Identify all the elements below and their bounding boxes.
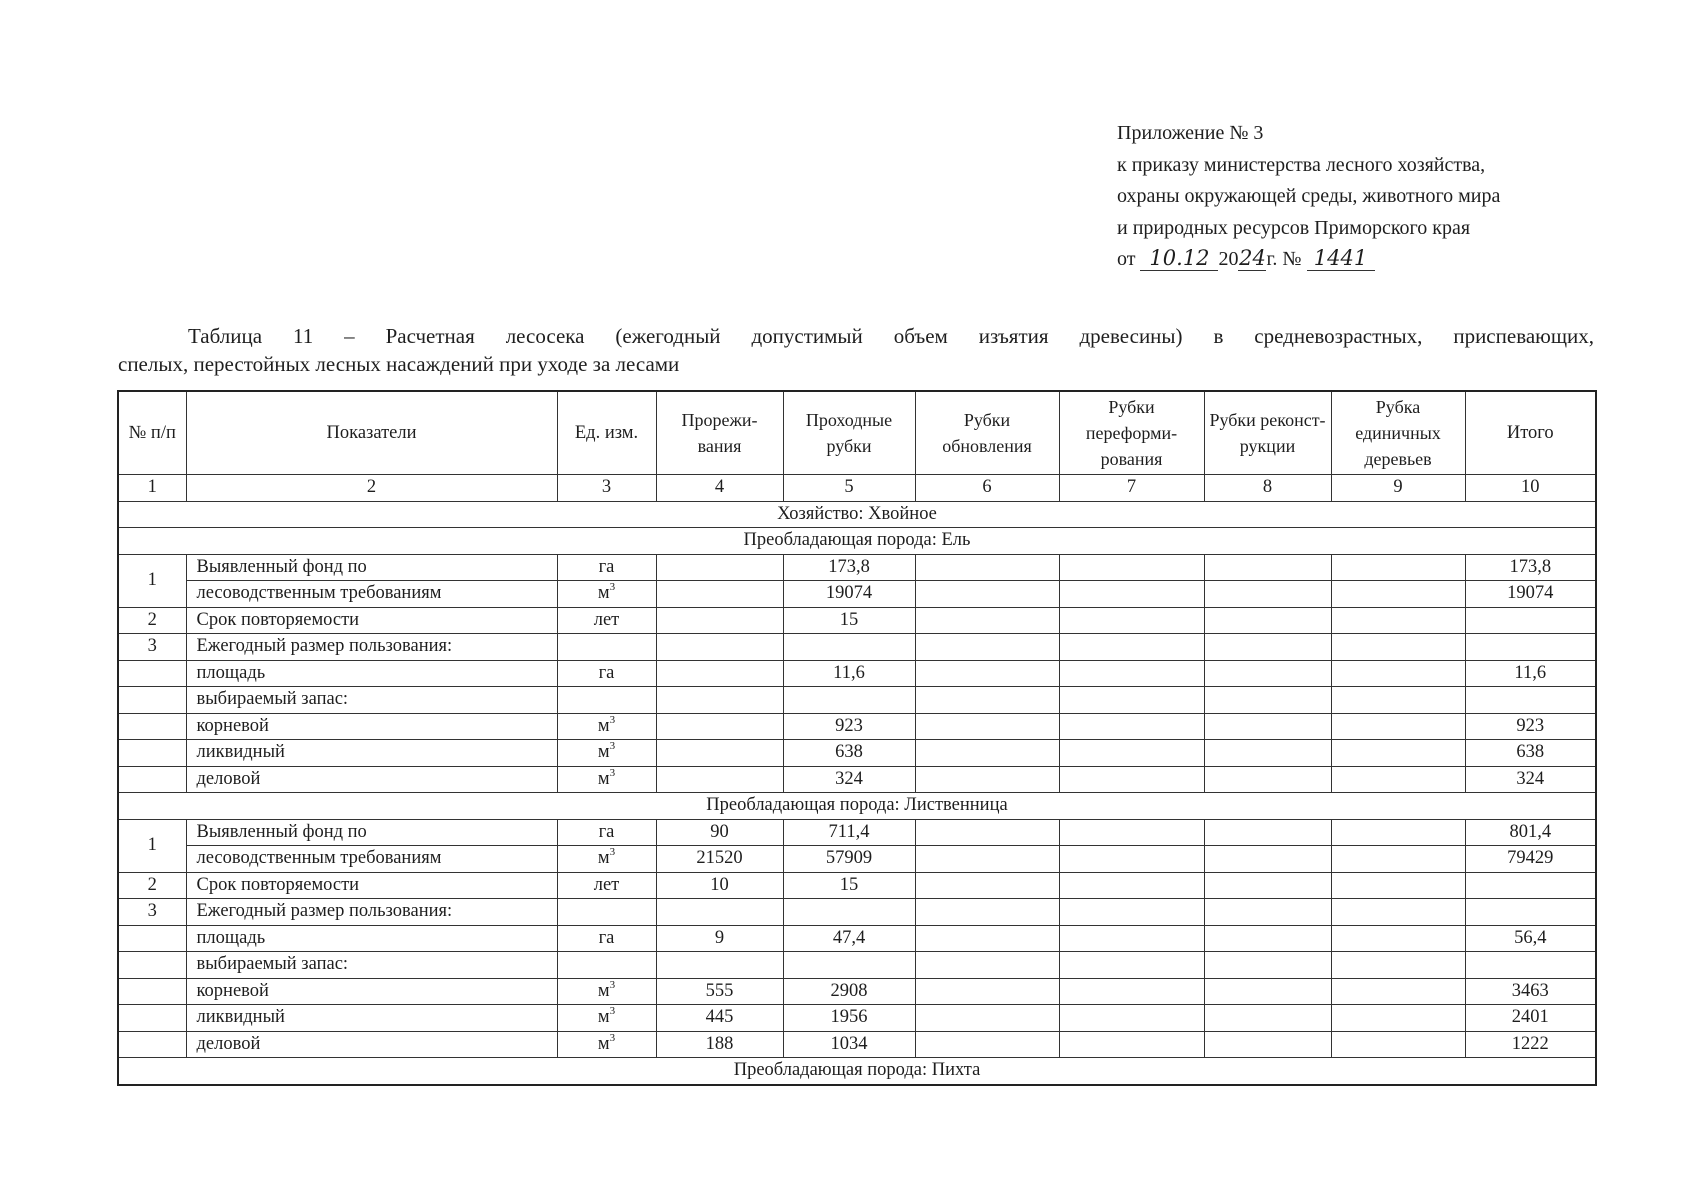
total-cell: 11,6 [1465,660,1596,687]
value-cell [656,554,783,581]
indicator-label: выбираемый запас: [186,952,557,979]
unit-cell: га [557,819,656,846]
indicator-label: корневой [186,978,557,1005]
table-row [118,846,1596,873]
table-row [118,660,1596,687]
row-number: 2 [118,872,186,899]
table-row [118,1031,1596,1058]
column-number: 7 [1059,475,1204,502]
appendix-line-3: и природных ресурсов Приморского края [1117,216,1471,239]
row-number: 2 [118,607,186,634]
value-cell: 1956 [783,1005,915,1032]
value-cell: 57909 [783,846,915,873]
indicator-label: ликвидный [186,740,557,767]
header-cell: Рубки переформи-рования [1059,391,1204,475]
value-cell: 9 [656,925,783,952]
unit-cell: га [557,660,656,687]
indicator-label: выбираемый запас: [186,687,557,714]
header-cell: Прорежи-вания [656,391,783,475]
indicator-label: Ежегодный размер пользования: [186,899,557,926]
value-cell [656,740,783,767]
column-number: 3 [557,475,656,502]
total-cell: 2401 [1465,1005,1596,1032]
unit-cell: лет [557,872,656,899]
section-title-fir: Преобладающая порода: Пихта [118,1058,1596,1085]
table-row [118,607,1596,634]
value-cell: 15 [783,872,915,899]
value-cell: 10 [656,872,783,899]
indicator-label: деловой [186,1031,557,1058]
value-cell [656,766,783,793]
value-cell: 324 [783,766,915,793]
total-cell: 1222 [1465,1031,1596,1058]
unit-cell: га [557,554,656,581]
table-row [118,925,1596,952]
handwritten-year: 24 [1239,246,1266,270]
total-cell: 923 [1465,713,1596,740]
table-row [118,872,1596,899]
value-cell: 188 [656,1031,783,1058]
value-cell: 21520 [656,846,783,873]
section-spruce [118,528,1596,793]
table-row [118,687,1596,714]
value-cell: 445 [656,1005,783,1032]
value-cell [656,581,783,608]
row-number: 1 [118,819,186,872]
header-cell: Рубки реконст-рукции [1204,391,1331,475]
unit-cell: $м^3$ [557,740,656,767]
indicator-label: Выявленный фонд по [186,554,557,581]
indicator-label: лесоводственным требованиям [186,846,557,873]
table-row [118,634,1596,661]
column-number: 10 [1465,475,1596,502]
table-caption [118,322,1594,378]
table-row [118,581,1596,608]
total-cell: 173,8 [1465,554,1596,581]
row-number: 3 [118,899,186,926]
date-year-label: г. № [1266,248,1302,270]
column-number-row [118,475,1596,502]
unit-cell: лет [557,607,656,634]
value-cell: 19074 [783,581,915,608]
appendix-date-line [1117,244,1500,276]
total-cell: 638 [1465,740,1596,767]
header-cell: № п/п [118,391,186,475]
column-number: 2 [186,475,557,502]
column-number: 9 [1331,475,1465,502]
unit-cell: $м^3$ [557,846,656,873]
value-cell: 1034 [783,1031,915,1058]
farm-row [118,501,1596,528]
total-cell: 801,4 [1465,819,1596,846]
indicator-label: Срок повторяемости [186,607,557,634]
table-row [118,978,1596,1005]
unit-cell: $м^3$ [557,713,656,740]
caption-line-1: Таблица 11 – Расчетная лесосека (ежегодный допустимый объем изъятия древесины) в средневозрастных, приспевающих, [188,324,1594,348]
table-row [118,819,1596,846]
row-number: 1 [118,554,186,607]
value-cell [656,607,783,634]
value-cell: 47,4 [783,925,915,952]
handwritten-date: 10.12 [1149,246,1210,270]
value-cell: 15 [783,607,915,634]
table-row [118,899,1596,926]
header-cell: Ед. изм. [557,391,656,475]
caption-line-2: спелых, перестойных лесных насаждений при уходе за лесами [118,352,680,376]
value-cell: 2908 [783,978,915,1005]
section-title: Преобладающая порода: Ель [118,528,1596,555]
total-cell: 3463 [1465,978,1596,1005]
total-cell: 56,4 [1465,925,1596,952]
indicator-label: деловой [186,766,557,793]
value-cell [656,713,783,740]
value-cell: 923 [783,713,915,740]
table-row [118,713,1596,740]
header-cell: Итого [1465,391,1596,475]
column-number: 6 [915,475,1059,502]
table-row [118,740,1596,767]
total-cell [1465,607,1596,634]
column-number: 5 [783,475,915,502]
header-cell: Рубки обновления [915,391,1059,475]
total-cell [1465,872,1596,899]
unit-cell: $м^3$ [557,1031,656,1058]
date-prefix: от [1117,248,1136,270]
allowable-cut-table [117,390,1597,1086]
indicator-label: лесоводственным требованиям [186,581,557,608]
farm-title: Хозяйство: Хвойное [118,501,1596,528]
indicator-label: Срок повторяемости [186,872,557,899]
header-cell: Показатели [186,391,557,475]
indicator-label: ликвидный [186,1005,557,1032]
table-row [118,952,1596,979]
date-year-prefix: 20 [1218,248,1239,270]
appendix-line-1: к приказу министерства лесного хозяйства, [1117,153,1486,176]
indicator-label: Выявленный фонд по [186,819,557,846]
value-cell [656,660,783,687]
indicator-label: площадь [186,660,557,687]
appendix-line-2: охраны окружающей среды, животного мира [1117,185,1501,207]
column-number: 8 [1204,475,1331,502]
unit-cell: га [557,925,656,952]
column-number: 4 [656,475,783,502]
section-larch [118,793,1596,1058]
unit-cell: $м^3$ [557,1005,656,1032]
column-number: 1 [118,475,186,502]
value-cell: 11,6 [783,660,915,687]
value-cell: 711,4 [783,819,915,846]
value-cell: 555 [656,978,783,1005]
indicator-label: Ежегодный размер пользования: [186,634,557,661]
unit-cell: $м^3$ [557,581,656,608]
header-cell: Проходные рубки [783,391,915,475]
row-number: 3 [118,634,186,661]
value-cell: 638 [783,740,915,767]
unit-cell: $м^3$ [557,978,656,1005]
header-row [118,391,1596,475]
table-row [118,1005,1596,1032]
value-cell: 173,8 [783,554,915,581]
table-row [118,554,1596,581]
value-cell: 90 [656,819,783,846]
unit-cell: $м^3$ [557,766,656,793]
section-title-row [118,528,1596,555]
total-cell: 19074 [1465,581,1596,608]
appendix-header [1117,118,1500,276]
total-cell: 79429 [1465,846,1596,873]
header-cell: Рубка единичных деревьев [1331,391,1465,475]
table-row [118,766,1596,793]
appendix-title: Приложение № 3 [1117,122,1264,144]
section-title-row [118,1058,1596,1085]
total-cell: 324 [1465,766,1596,793]
indicator-label: площадь [186,925,557,952]
handwritten-doc-number: 1441 [1313,246,1368,270]
indicator-label: корневой [186,713,557,740]
section-title: Преобладающая порода: Лиственница [118,793,1596,820]
section-title-row [118,793,1596,820]
